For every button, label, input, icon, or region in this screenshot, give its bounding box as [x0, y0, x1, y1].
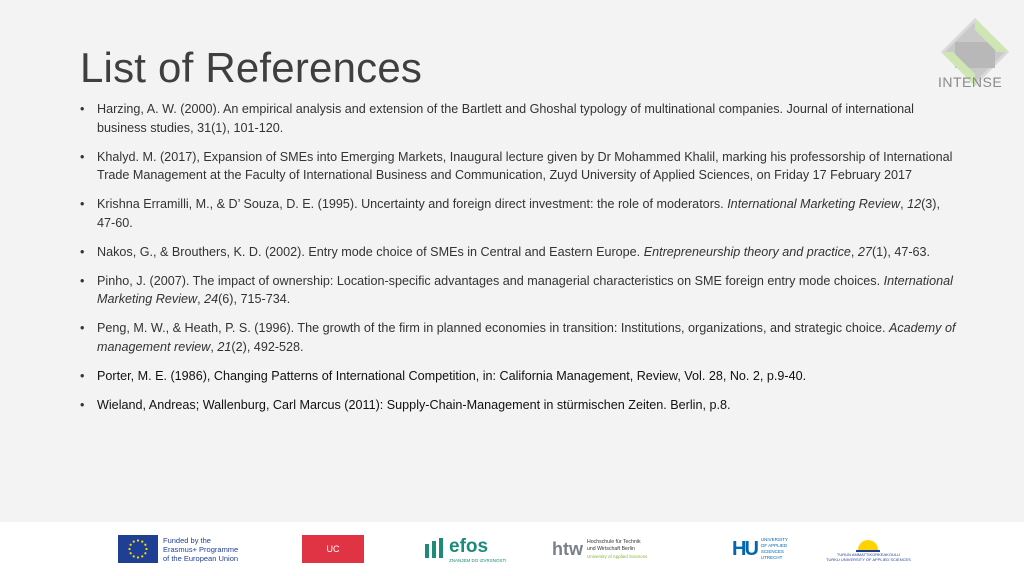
htw-subtitle: University of Applied Sciences — [587, 553, 648, 559]
uc-badge: UC — [302, 535, 364, 563]
reference-segment: (6), 715-734. — [218, 292, 291, 306]
reference-segment: Wieland, Andreas; Wallenburg, Carl Marcus (2011): Supply-Chain-Management in stürmischen Zeiten. Berlin, p.8. — [97, 397, 731, 412]
hu-text-line: UNIVERSITY — [760, 537, 788, 542]
eu-star — [141, 555, 143, 557]
efos-columns-icon — [424, 538, 446, 560]
reference-segment: , — [900, 197, 908, 211]
turku-logo — [826, 522, 911, 576]
page-title: List of References — [80, 44, 423, 91]
reference-segment: Khalyd. M. (2017), Expansion of SMEs into Emerging Markets, Inaugural lecture given by Dr Mohammed Khalil, marking his professorship of International Trade Management at the Faculty of International Business and Communication, Zuyd University of Applied Sciences, on Friday 17 February 2017 — [97, 149, 953, 182]
reference-item — [80, 148, 960, 185]
turku-text-line: TURUN AMMATTIKORKEAKOULU — [836, 552, 900, 557]
uc-logo — [302, 522, 364, 576]
eu-star — [137, 539, 139, 541]
reference-italic-segment: International Marketing Review — [727, 197, 901, 211]
reference-segment: , — [197, 292, 205, 306]
reference-segment: , — [850, 244, 858, 259]
eu-star — [141, 541, 143, 543]
reference-italic-segment: 12 — [907, 197, 922, 211]
reference-item — [80, 396, 960, 415]
reference-segment: Nakos, G., & Brouthers, K. D. (2002). Entry mode choice of SMEs in Central and Eastern Europe. — [97, 244, 644, 259]
eu-text-line: Erasmus+ Programme — [163, 544, 239, 554]
efos-logo — [424, 522, 507, 576]
reference-segment: Pinho, J. (2007). The impact of ownership: Location-specific advantages and managerial characteristics on SME foreign entry mode choices. — [97, 273, 884, 288]
reference-item — [80, 100, 960, 137]
reference-segment: Peng, M. W., & Heath, P. S. (1996). The growth of the firm in planned economies in transition: Institutions, organizations, and strategic choice. — [97, 321, 889, 335]
eu-star — [137, 556, 139, 558]
reference-italic-segment: International Marketing Review — [97, 273, 953, 306]
eu-star — [130, 552, 132, 554]
eu-star — [144, 544, 146, 546]
hu-logo — [732, 522, 788, 576]
reference-segment: (1), 47-63. — [871, 244, 931, 259]
eu-star — [144, 552, 146, 554]
reference-item — [80, 319, 960, 356]
htw-text-line: und Wirtschaft Berlin — [587, 545, 635, 552]
htw-text-line: Hochschule für Technik — [587, 538, 641, 545]
turku-sun-icon — [856, 536, 880, 552]
eu-star — [130, 544, 132, 546]
reference-segment: (3), 47-60. — [97, 197, 940, 230]
efos-wordmark: efos — [449, 535, 489, 557]
eu-flag-icon — [118, 535, 158, 563]
eu-star — [145, 548, 147, 550]
reference-segment: (2), 492-528. — [231, 339, 304, 354]
eu-text-line: Funded by the — [163, 535, 211, 545]
brand-wordmark: INTENSE — [938, 74, 1003, 90]
reference-segment: Krishna Erramilli, M., & D’ Souza, D. E. (1995). Uncertainty and foreign direct investment: the role of moderators. — [97, 197, 728, 211]
reference-italic-segment: 24 — [204, 292, 219, 306]
eu-star — [133, 541, 135, 543]
reference-italic-segment: 21 — [217, 339, 232, 354]
reference-item — [80, 272, 960, 309]
reference-item — [80, 243, 960, 262]
eu-logo — [118, 522, 238, 576]
hu-text-line: OF APPLIED — [760, 543, 788, 548]
eu-star — [133, 555, 135, 557]
reference-italic-segment: Entrepreneurship theory and practice — [643, 244, 851, 259]
reference-item — [80, 195, 960, 232]
reference-segment: Porter, M. E. (1986), Changing Patterns of International Competition, in: California Management, Review, Vol. 28, No. 2, p.9-40. — [97, 368, 807, 383]
eu-star — [128, 548, 130, 550]
reference-list — [80, 100, 960, 425]
htw-wordmark: htw — [552, 538, 583, 559]
eu-text-line: of the European Union — [163, 553, 239, 563]
hu-text-line: SCIENCES — [760, 549, 784, 554]
hu-mark: HU — [732, 537, 757, 560]
reference-segment: Harzing, A. W. (2000). An empirical analysis and extension of the Bartlett and Ghoshal typology of multinational companies. Journal of international business studies, 31(1), 101-120. — [97, 102, 914, 135]
reference-italic-segment: 27 — [857, 244, 872, 259]
reference-item — [80, 367, 960, 386]
reference-segment: , — [210, 339, 218, 354]
turku-text-line: TURKU UNIVERSITY OF APPLIED SCIENCES — [826, 557, 911, 562]
efos-tagline: ZNANJEM DO IZVRSNOSTI — [449, 557, 507, 563]
reference-italic-segment: Academy of management review — [97, 321, 956, 354]
hu-text-line: UTRECHT — [760, 555, 783, 560]
footer-logos — [0, 522, 1024, 576]
htw-logo — [552, 522, 647, 576]
